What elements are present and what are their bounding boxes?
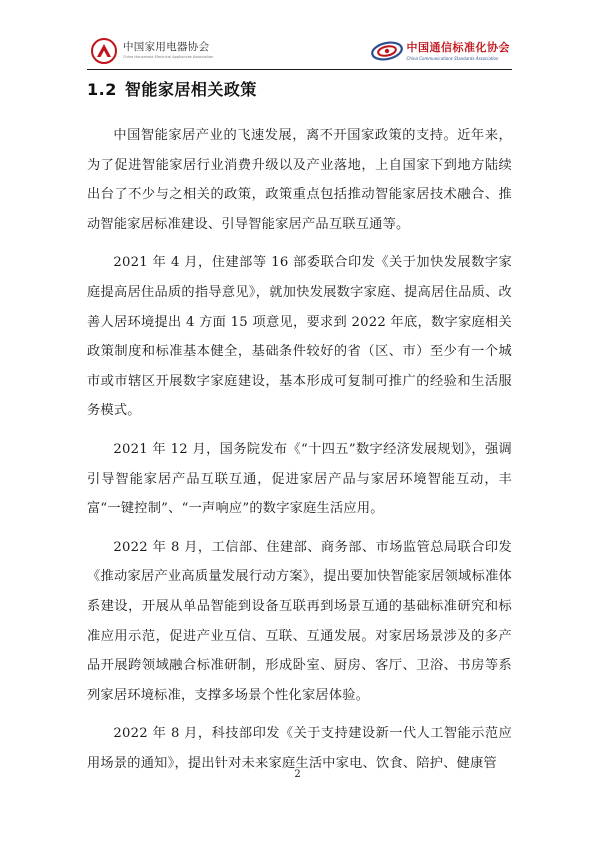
- cheaa-name-en: China Household Electrical Appliances Association: [123, 54, 214, 59]
- header-divider: [87, 69, 512, 70]
- page-header: [0, 0, 595, 70]
- section-heading: [87, 77, 257, 100]
- cheaa-logo: [91, 38, 213, 64]
- paragraph: 2022 年 8 月，工信部、住建部、商务部、市场监管总局联合印发《推动家居产业高质量发展行动方案》，提出要加快智能家居领域标准体系建设，开展从单品智能到设备互联再到场景互通的基础标准研究和标准应用示范，促进产业互信、互联、互通发展。对家居场景涉及的多产品开展跨领域融合标准研制，形成卧室、厨房、客厅、卫浴、书房等系列家居环境标准，支撑多场景个性化家居体验。: [87, 539, 512, 703]
- paragraph: 中国智能家居产业的飞速发展，离不开国家政策的支持。近年来，为了促进智能家居行业消费升级以及产业落地，上自国家下到地方陆续出台了不少与之相关的政策，政策重点包括推动智能家居技术融合、推动智能家居标准建设、引导智能家居产品互联互通等。: [87, 128, 512, 232]
- ccsa-logo-icon: [370, 38, 404, 64]
- ccsa-name-cn: 中国通信标准化协会: [406, 40, 510, 54]
- section-body: [87, 121, 512, 787]
- cheaa-logo-icon: [91, 38, 117, 64]
- section-title: 智能家居相关政策: [124, 80, 257, 99]
- paragraph: 2022 年 8 月，科技部印发《关于支持建设新一代人工智能示范应用场景的通知》，提出针对未来家庭生活中家电、饮食、陪护、健康管: [87, 726, 512, 771]
- paragraph: 2021 年 4 月，住建部等 16 部委联合印发《关于加快发展数字家庭提高居住品质的指导意见》，就加快发展数字家庭、提高居住品质、改善人居环境提出 4 方面 15 项意见，要求到 2022 年底，数字家庭相关政策制度和标准基本健全，基础条件较好的省（区、市）至少有一个城市或市辖区开展数字家庭建设，基本形成可复制可推广的经验和生活服务模式。: [87, 255, 512, 419]
- ccsa-logo: [370, 37, 511, 65]
- section-number: 1.2: [87, 80, 117, 99]
- ccsa-name-en: China Communications Standards Association: [406, 55, 499, 61]
- page-number: 2: [294, 769, 301, 780]
- paragraph: 2021 年 12 月，国务院发布《“十四五”数字经济发展规划》，强调引导智能家居产品互联互通，促进家居产品与家居环境智能互动，丰富“一键控制”、“一声响应”的数字家庭生活应用。: [87, 441, 512, 517]
- cheaa-name-cn: 中国家用电器协会: [123, 41, 210, 54]
